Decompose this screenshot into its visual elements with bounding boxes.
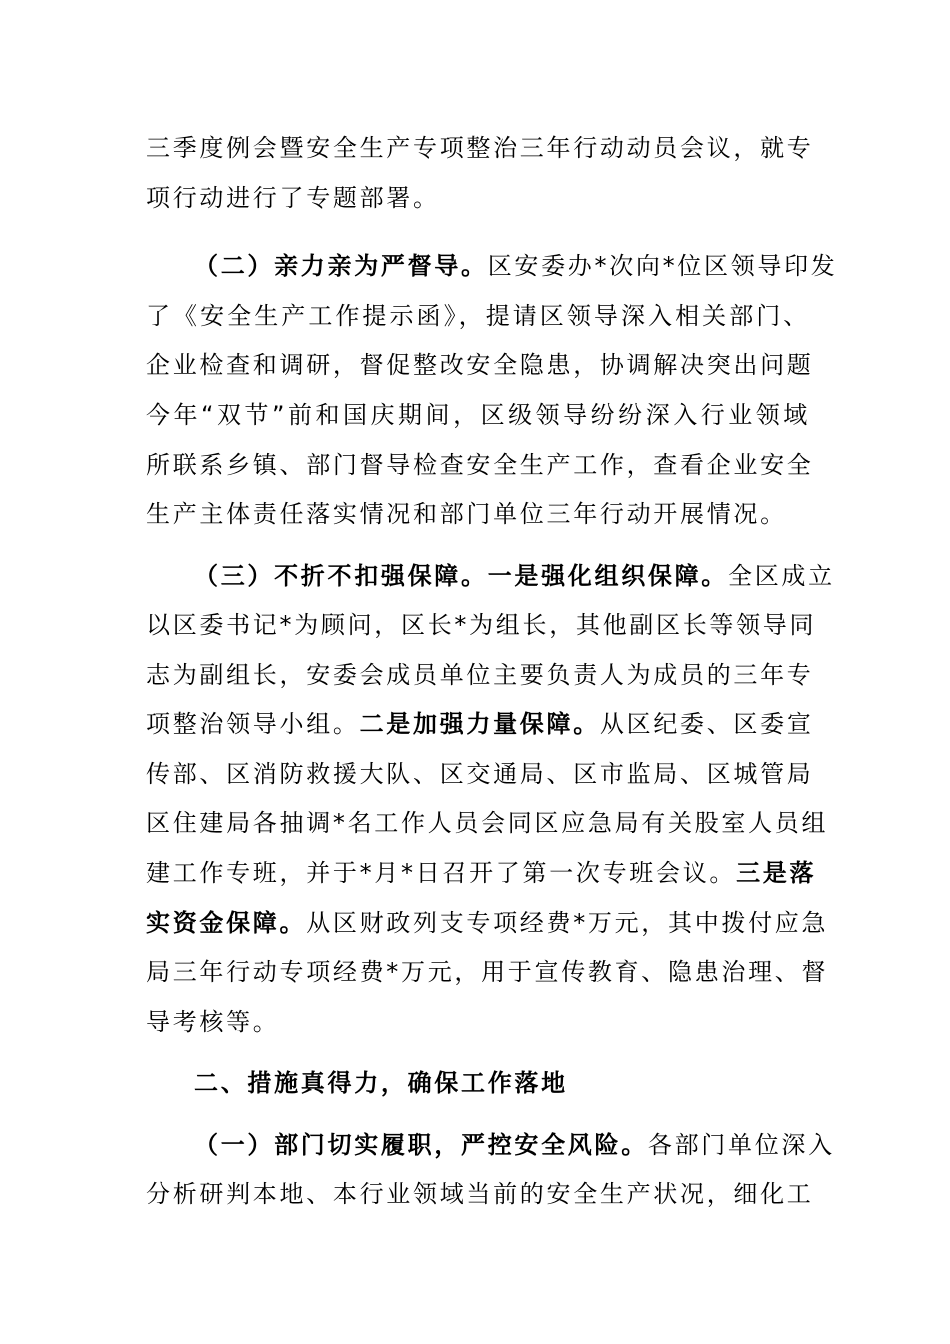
text-run: 以区委书记*为顾问，区长*为组长，其他副区长等领导同 xyxy=(146,611,817,639)
text-line xyxy=(146,803,829,843)
text-line xyxy=(146,345,814,385)
bold-heading: （三）不折不扣强保障。 xyxy=(194,562,488,590)
bold-point: 实资金保障。 xyxy=(146,909,307,937)
text-line xyxy=(146,655,814,695)
text-line xyxy=(146,1002,810,1042)
text-run: 所联系乡镇、部门督导检查安全生产工作，查看企业安全 xyxy=(146,451,814,479)
text-line xyxy=(146,494,810,534)
bold-point: 二是加强力量保障。 xyxy=(359,710,600,738)
text-run: 建工作专班，并于*月*日召开了第一次专班会议。 xyxy=(146,859,737,887)
bold-point: 三是落 xyxy=(736,859,817,887)
text-line xyxy=(146,605,817,645)
text-run: 各部门单位深入 xyxy=(647,1131,835,1159)
text-line xyxy=(146,395,810,435)
text-run: 项整治领导小组。 xyxy=(146,710,360,738)
bold-heading: （二）亲力亲为严督导。 xyxy=(194,252,488,280)
section-heading-line xyxy=(194,556,835,596)
text-run: 区安委办*次向*位区领导印发 xyxy=(487,252,838,280)
text-line xyxy=(146,754,814,794)
text-run: 从区财政列支专项经费*万元，其中拨付应急 xyxy=(306,909,829,937)
text-run: 了《安全生产工作提示函》，提请区领导深入相关部门、 xyxy=(146,302,810,330)
section-heading-line xyxy=(194,1125,835,1165)
text-line xyxy=(146,1174,814,1214)
chapter-heading-line xyxy=(194,1063,810,1103)
text-run: 项行动进行了专题部署。 xyxy=(146,184,440,212)
text-line xyxy=(146,445,814,485)
text-run: 志为副组长，安委会成员单位主要负责人为成员的三年专 xyxy=(146,661,814,689)
text-run: 企业检查和调研，督促整改安全隐患，协调解决突出问题 xyxy=(146,351,814,379)
text-line xyxy=(146,903,829,943)
text-line xyxy=(146,853,817,893)
text-run: 今年“双节”前和国庆期间，区级领导纷纷深入行业领域 xyxy=(146,401,810,429)
text-run: 三季度例会暨安全生产专项整治三年行动动员会议，就专 xyxy=(146,134,814,162)
section-heading-line xyxy=(194,246,838,286)
text-run: 从区纪委、区委宣 xyxy=(599,710,814,738)
chapter-heading: 二、措施真得力，确保工作落地 xyxy=(194,1069,568,1097)
text-run: 导考核等。 xyxy=(146,1008,280,1036)
text-run: 全区成立 xyxy=(728,562,835,590)
text-run: 传部、区消防救援大队、区交通局、区市监局、区城管局 xyxy=(146,760,814,788)
text-run: 分析研判本地、本行业领域当前的安全生产状况，细化工 xyxy=(146,1180,814,1208)
bold-heading: （一）部门切实履职，严控安全风险。 xyxy=(194,1131,648,1159)
text-run: 局三年行动专项经费*万元，用于宣传教育、隐患治理、督 xyxy=(146,958,829,986)
text-run: 区住建局各抽调*名工作人员会同区应急局有关股室人员组 xyxy=(146,809,829,837)
text-run: 生产主体责任落实情况和部门单位三年行动开展情况。 xyxy=(146,500,787,528)
text-line xyxy=(146,296,810,336)
text-line xyxy=(146,952,829,992)
text-line xyxy=(146,178,810,218)
text-line xyxy=(146,128,814,168)
bold-point: 一是强化组织保障。 xyxy=(487,562,729,590)
text-line xyxy=(146,704,814,744)
